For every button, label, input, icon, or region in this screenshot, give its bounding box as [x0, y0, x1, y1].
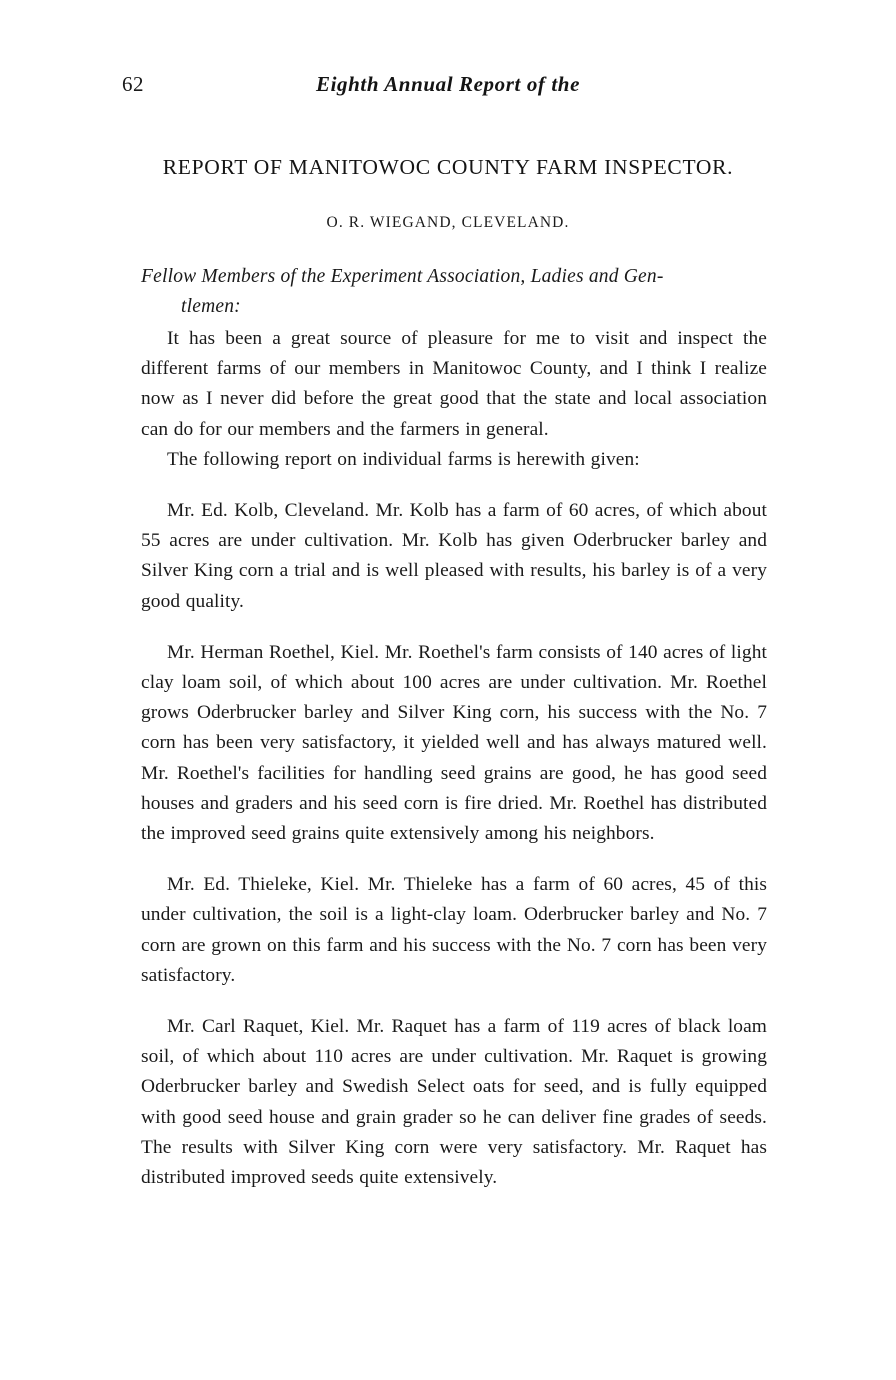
- paragraph: Mr. Ed. Thieleke, Kiel. Mr. Thieleke has a farm of 60 acres, 45 of this under cultivation, the soil is a light-clay loam. Oderbrucker barley and No. 7 corn are grown on this farm and his success with the No. 7 corn has been very satisfactory.: [141, 874, 767, 986]
- salutation-line-1: Fellow Members of the Experiment Association, Ladies and Gen-: [141, 266, 664, 287]
- running-head: [0, 72, 896, 102]
- body-text: [141, 262, 767, 1193]
- page-number: 62: [122, 72, 144, 96]
- salutation-line-2: tlemen:: [181, 296, 241, 317]
- section-title: REPORT OF MANITOWOC COUNTY FARM INSPECTOR.: [162, 155, 734, 179]
- running-head-title: Eighth Annual Report of the: [316, 72, 580, 96]
- author-byline: O. R. WIEGAND, CLEVELAND.: [326, 214, 570, 231]
- paragraph: The following report on individual farms is herewith given:: [167, 448, 640, 470]
- paragraph: Mr. Herman Roethel, Kiel. Mr. Roethel's farm consists of 140 acres of light clay loam soil, of which about 100 acres are under cultivation. Mr. Roethel grows Oderbrucker barley and Silver King corn, his success with the No. 7 corn has been very satisfactory, it yielded well and has always matured well. Mr. Roethel's facilities for handling seed grains are good, he has good seed houses and graders and his seed corn is fire dried. Mr. Roethel has distributed the improved seed grains quite extensively among his neighbors.: [141, 641, 767, 845]
- paragraph: It has been a great source of pleasure for me to visit and inspect the different farms of our members in Manitowoc County, and I think I realize now as I never did before the great good that the state and local association can do for our members and the farmers in general.: [141, 328, 767, 440]
- paragraph: Mr. Ed. Kolb, Cleveland. Mr. Kolb has a farm of 60 acres, of which about 55 acres are under cultivation. Mr. Kolb has given Oderbrucker barley and Silver King corn a trial and is well pleased with results, his barley is of a very good quality.: [141, 500, 767, 612]
- paragraph: Mr. Carl Raquet, Kiel. Mr. Raquet has a farm of 119 acres of black loam soil, of which about 110 acres are under cultivation. Mr. Raquet is growing Oderbrucker barley and Swedish Select oats for seed, and is fully equipped with good seed house and grain grader so he can deliver fine grades of seeds. The results with Silver King corn were very satisfactory. Mr. Raquet has distributed improved seeds quite extensively.: [141, 1016, 767, 1189]
- salutation: [141, 262, 767, 322]
